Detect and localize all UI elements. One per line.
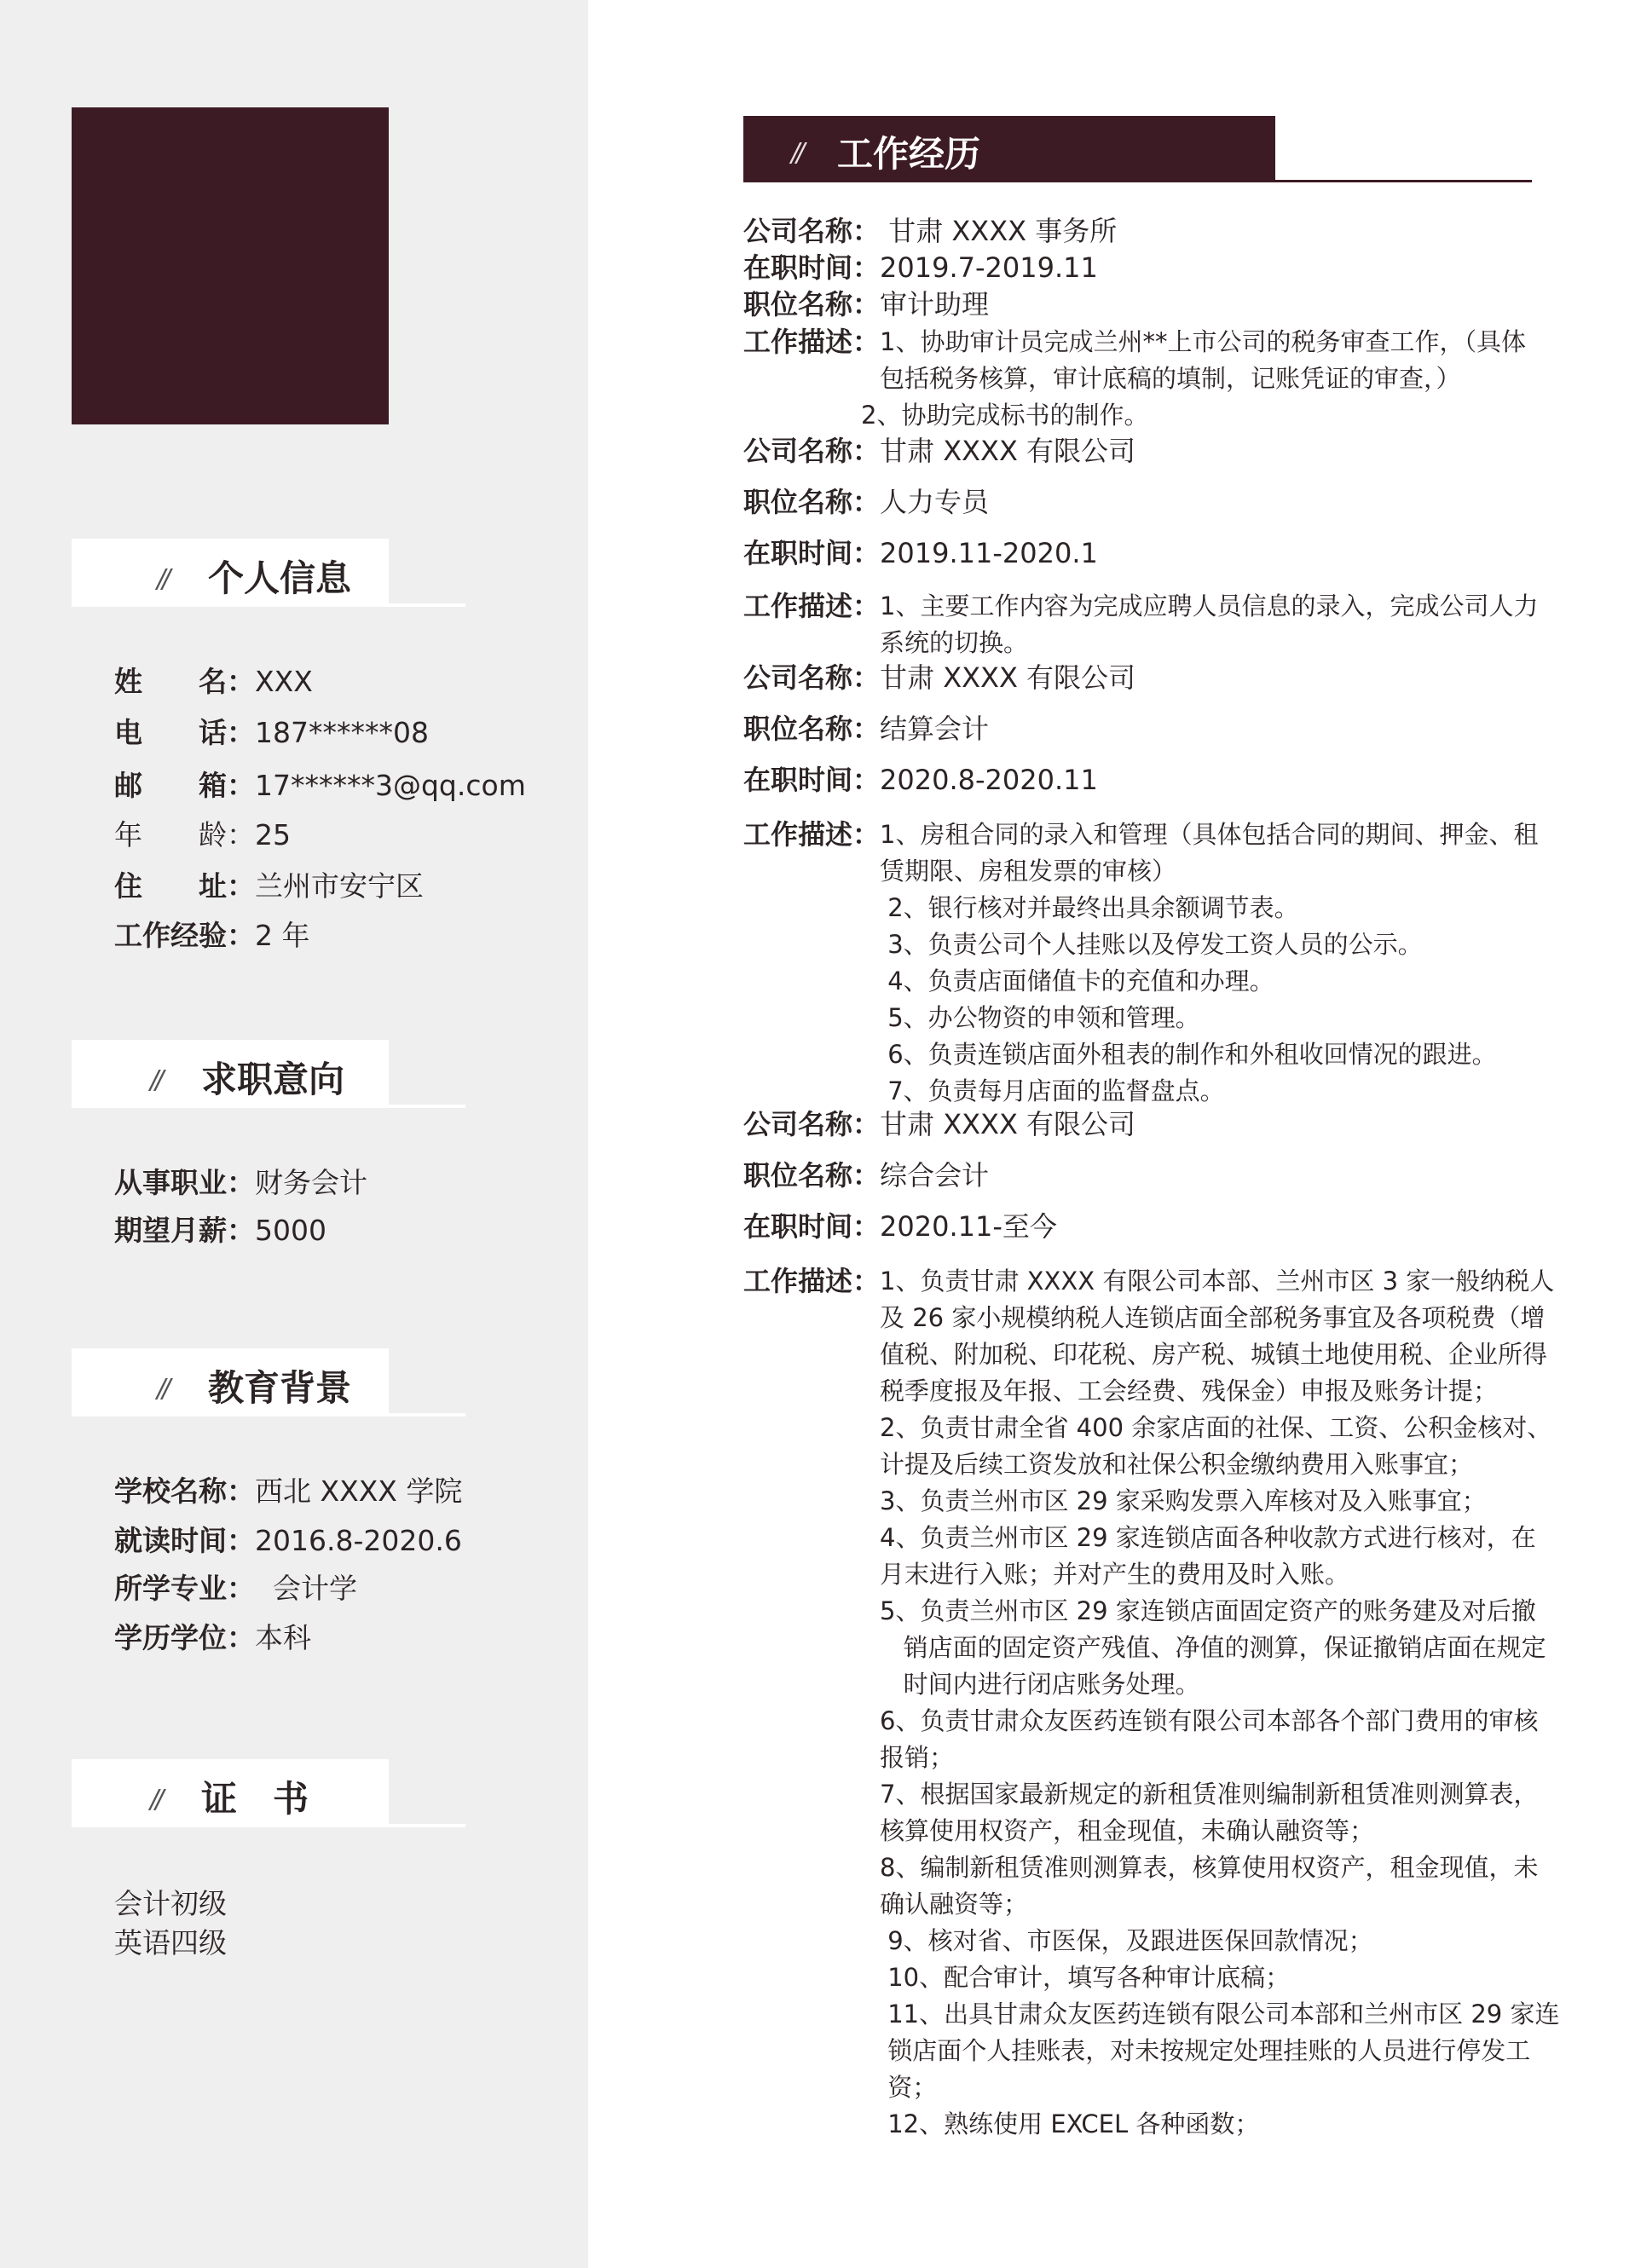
edu-school: 学校名称：西北 XXXX 学院	[114, 1474, 463, 1508]
section-header-education	[72, 1348, 389, 1417]
divider	[72, 1824, 465, 1827]
section-title: 个人信息	[208, 557, 352, 599]
cert-item: 英语四级	[114, 1926, 227, 1959]
intent-job: 从事职业：财务会计	[114, 1166, 367, 1199]
edu-degree: 学历学位：本科	[114, 1621, 311, 1654]
job-time: 在职时间：2020.8-2020.11	[743, 764, 1098, 796]
slash-decoration-icon: //	[157, 1374, 168, 1404]
section-header-work	[743, 116, 1275, 182]
info-address: 住 址：兰州市安宁区	[114, 869, 424, 903]
divider	[743, 180, 1532, 182]
info-age: 年 龄：25	[114, 818, 291, 851]
avatar-photo	[72, 107, 389, 424]
section-header-personal	[72, 539, 389, 607]
info-phone: 电 话：187******08	[114, 716, 429, 749]
job-company: 公司名称：甘肃 XXXX 有限公司	[743, 435, 1136, 467]
job-description: 1、房租合同的录入和管理（具体包括合同的期间、押金、租 赁期限、房租发票的审核） 2、银行核对并最终出具余额调节表。 3、负责公司个人挂账以及停发工资人员的公示。 4、负责店面储值卡的充值和办理。 5、办公物资的申领和管理。 6、负责连锁店面外租表的制作和外租收回情况的跟进。 7、负责每月店面的监督盘点。	[880, 820, 1539, 1105]
job-time: 在职时间：2020.11-至今	[743, 1210, 1057, 1243]
job-time: 在职时间：2019.7-2019.11	[743, 251, 1098, 284]
info-email: 邮 箱：17******3@qq.com	[114, 769, 526, 802]
job-time: 在职时间：2019.11-2020.1	[743, 537, 1098, 569]
slash-decoration-icon: //	[791, 138, 802, 168]
job-desc-label: 工作描述：	[743, 1265, 881, 1297]
info-name: 姓 名：XXX	[114, 665, 313, 698]
section-title: 证 书	[201, 1778, 309, 1820]
job-company: 公司名称： 甘肃 XXXX 事务所	[743, 215, 1118, 247]
divider	[72, 1105, 465, 1108]
intent-salary: 期望月薪：5000	[114, 1214, 326, 1247]
info-experience: 工作经验：2 年	[114, 919, 310, 952]
job-position: 职位名称：审计助理	[743, 288, 990, 320]
job-description: 1、主要工作内容为完成应聘人员信息的录入，完成公司人力 系统的切换。	[880, 592, 1539, 657]
job-company: 公司名称：甘肃 XXXX 有限公司	[743, 661, 1136, 694]
job-desc-label: 工作描述：	[743, 590, 881, 622]
divider	[72, 603, 465, 607]
job-position: 职位名称：结算会计	[743, 713, 990, 745]
section-header-certs	[72, 1759, 389, 1827]
job-desc-label: 工作描述：	[743, 818, 881, 851]
slash-decoration-icon: //	[150, 1785, 161, 1815]
section-title: 工作经历	[837, 133, 981, 175]
slash-decoration-icon: //	[150, 1065, 161, 1095]
job-description: 1、负责甘肃 XXXX 有限公司本部、兰州市区 3 家一般纳税人 及 26 家小规模纳税人连锁店面全部税务事宜及各项税费（增 值税、附加税、印花税、房产税、城镇土地使用税、企业所得 税季度报及年报、工会经费、残保金）申报及账务计提； 2、负责甘肃全省 400 余家店面的社保、工资、公积金核对、 计提及后续工资发放和社保公积金缴纳费用入账事宜； 3、负责兰州市区 29 家采购发票入库核对及入账事宜； 4、负责兰州市区 29 家连锁店面各种收款方式进行核对，在 月末进行入账；并对产生的费用及时入账。 5、负责兰州市区 29 家连锁店面固定资产的账务建及对后撤 销店面的固定资产残值、净值的测算，保证撤销店面在规定 时间内进行闭店账务处理。 6、负责甘肃众友医药连锁有限公司本部各个部门费用的审核 报销； 7、根据国家最新规定的新租赁准则编制新租赁准则测算表， 核算使用权资产，租金现值，未确认融资等； 8、编制新租赁准则测算表，核算使用权资产，租金现值，未 确认融资等； 9、核对省、市医保，及跟进医保回款情况； 10、配合审计，填写各种审计底稿； 11、出具甘肃众友医药连锁有限公司本部和兰州市区 29 家连 锁店面个人挂账表，对未按规定处理挂账的人员进行停发工 资； 12、熟练使用 EXCEL 各种函数；	[880, 1267, 1560, 2138]
job-position: 职位名称：综合会计	[743, 1159, 990, 1192]
edu-time: 就读时间：2016.8-2020.6	[114, 1524, 462, 1557]
section-header-intent	[72, 1040, 389, 1108]
job-position: 职位名称：人力专员	[743, 486, 990, 518]
job-desc-label: 工作描述：	[743, 326, 881, 358]
slash-decoration-icon: //	[157, 564, 168, 594]
edu-major: 所学专业： 会计学	[114, 1572, 357, 1605]
job-company: 公司名称：甘肃 XXXX 有限公司	[743, 1108, 1136, 1140]
section-title: 教育背景	[208, 1367, 352, 1409]
section-title: 求职意向	[201, 1059, 345, 1100]
sidebar	[0, 0, 588, 2268]
job-description: 1、协助审计员完成兰州**上市公司的税务审查工作，（具体 包括税务核算，审计底稿的填制，记账凭证的审查，） 2、协助完成标书的制作。	[861, 327, 1526, 430]
cert-item: 会计初级	[114, 1887, 227, 1920]
divider	[72, 1413, 465, 1417]
